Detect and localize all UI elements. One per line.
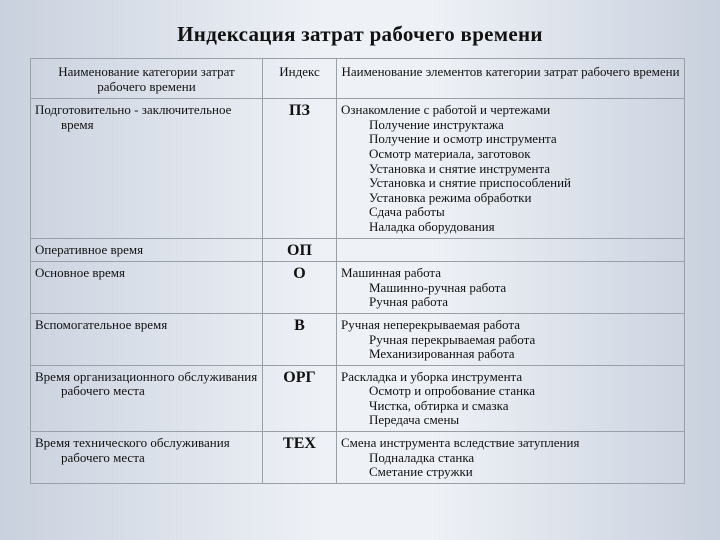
- list-item: Установка режима обработки: [369, 189, 532, 205]
- list-item: Наладка оборудования: [369, 218, 495, 234]
- list-item: Получение инструктажа: [369, 116, 504, 132]
- list-item: Сдача работы: [369, 204, 445, 220]
- table-row: [31, 99, 685, 238]
- index-code: ОП: [263, 238, 337, 262]
- elements-list: [341, 103, 680, 234]
- list-item: Машинная работа: [341, 265, 442, 281]
- list-item: Установка и снятие инструмента: [369, 160, 551, 176]
- category-elements: [337, 238, 685, 262]
- category-name: Время технического обслуживания рабочего места: [31, 432, 263, 484]
- table-row: [31, 365, 685, 431]
- list-item: Смена инструмента вследствие затупления: [341, 435, 580, 451]
- list-item: Осмотр материала, заготовок: [369, 145, 531, 161]
- list-item: Ручная неперекрываемая работа: [341, 316, 520, 332]
- category-name: Оперативное время: [31, 238, 263, 262]
- header-category: Наименование категории затрат рабочего времени: [31, 59, 263, 99]
- list-item: Передача смены: [369, 412, 460, 428]
- table-row: [31, 262, 685, 314]
- list-item: Машинно-ручная работа: [369, 279, 507, 295]
- elements-list: [341, 266, 680, 310]
- list-item: Ознакомление с работой и чертежами: [341, 102, 551, 118]
- category-elements: [337, 99, 685, 238]
- table-body: [31, 99, 685, 484]
- list-item: Осмотр и опробование станка: [369, 383, 535, 399]
- list-item: Раскладка и уборка инструмента: [341, 368, 523, 384]
- table-header-row: [31, 59, 685, 99]
- list-item: Чистка, обтирка и смазка: [369, 397, 509, 413]
- category-elements: [337, 262, 685, 314]
- page-title: Индексация затрат рабочего времени: [177, 22, 543, 46]
- list-item: Сметание стружки: [369, 464, 473, 480]
- category-name: Основное время: [31, 262, 263, 314]
- list-item: Ручная перекрываемая работа: [369, 331, 536, 347]
- category-name: Вспомогательное время: [31, 313, 263, 365]
- category-name: Время организационного обслуживания рабочего места: [31, 365, 263, 431]
- list-item: Ручная работа: [369, 294, 449, 310]
- elements-list: [341, 370, 680, 428]
- index-code: ТЕХ: [263, 432, 337, 484]
- elements-list: [341, 318, 680, 362]
- category-elements: [337, 365, 685, 431]
- indexation-table: [30, 58, 685, 484]
- table-row: [31, 313, 685, 365]
- category-elements: [337, 313, 685, 365]
- index-code: ПЗ: [263, 99, 337, 238]
- table-row: [31, 432, 685, 484]
- list-item: Механизированная работа: [369, 346, 515, 362]
- index-code: ОРГ: [263, 365, 337, 431]
- category-name: Подготовительно - заключительное время: [31, 99, 263, 238]
- list-item: Установка и снятие приспособлений: [369, 175, 571, 191]
- list-item: Получение и осмотр инструмента: [369, 131, 557, 147]
- table-row: [31, 238, 685, 262]
- index-code: О: [263, 262, 337, 314]
- list-item: Подналадка станка: [369, 449, 475, 465]
- header-elements: Наименование элементов категории затрат рабочего времени: [337, 59, 685, 99]
- header-index: Индекс: [263, 59, 337, 99]
- elements-list: [341, 436, 680, 480]
- category-elements: [337, 432, 685, 484]
- index-code: В: [263, 313, 337, 365]
